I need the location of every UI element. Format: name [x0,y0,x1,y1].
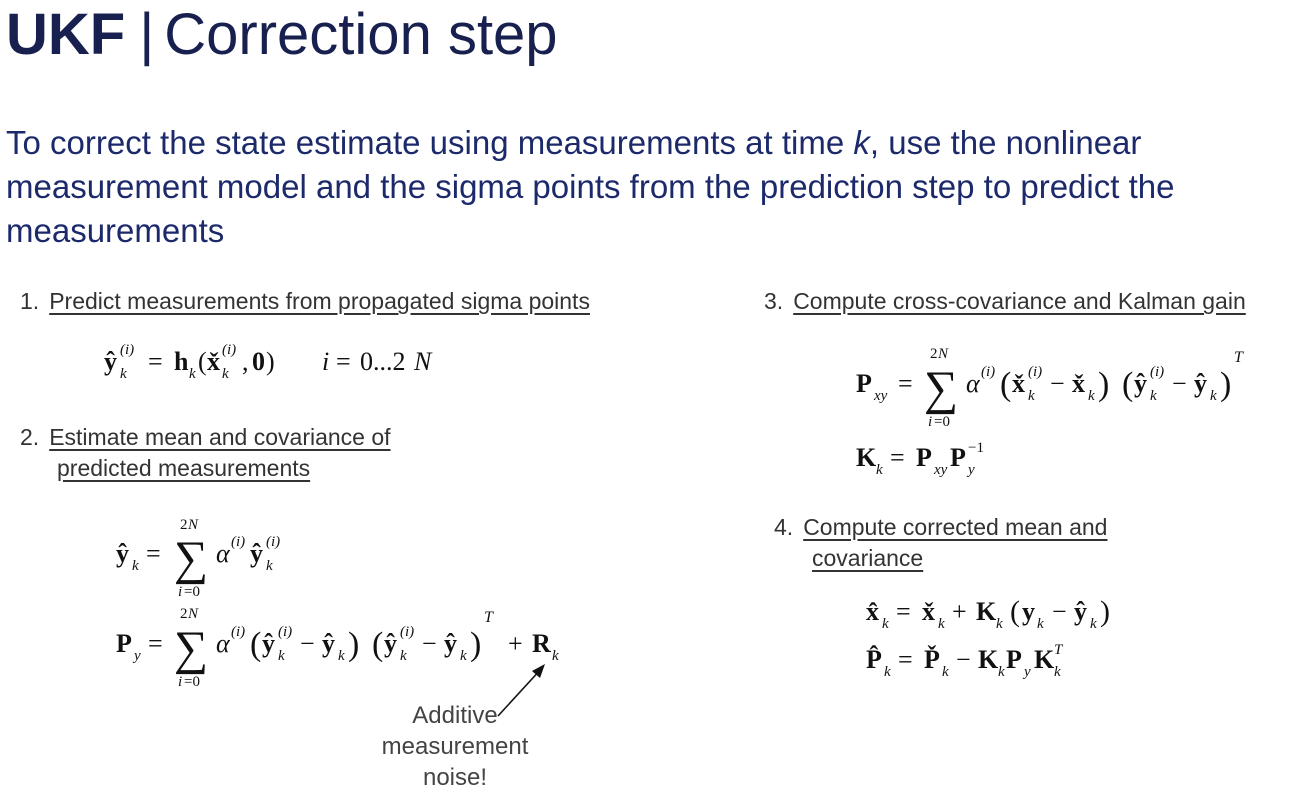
svg-text:ŷ: ŷ [322,629,335,658]
svg-text:,: , [242,347,249,376]
svg-text:(: ( [1000,366,1012,403]
svg-text:x̌: x̌ [1012,369,1025,398]
title-separator: | [139,2,155,67]
svg-text:P: P [916,443,932,472]
svg-text:k: k [1210,388,1217,404]
svg-text:(i): (i) [981,364,996,380]
svg-text:x̌: x̌ [922,597,935,626]
svg-text:α: α [966,369,980,398]
step-label-line1: Estimate mean and covariance of [49,424,391,450]
svg-text:k: k [942,664,949,680]
svg-text:(i): (i) [120,342,135,358]
svg-text:0...2: 0...2 [360,347,406,376]
svg-text:y: y [968,462,975,478]
svg-text:N: N [188,517,199,533]
title-acronym: UKF [6,2,126,67]
svg-text:(: ( [372,626,384,663]
equation-predicted-measurement [100,332,480,397]
annotation-line2: measurement [381,733,529,760]
svg-text:k: k [460,648,467,664]
svg-text:(i): (i) [278,624,293,640]
svg-text:ŷ: ŷ [116,539,129,568]
step-2-heading-line2 [57,453,310,484]
svg-text:): ) [1100,595,1110,628]
svg-text:−1: −1 [968,440,984,456]
svg-text:k: k [1090,616,1097,632]
svg-text:ŷ: ŷ [444,629,457,658]
svg-text:y: y [134,648,141,664]
svg-text:−: − [956,645,971,674]
svg-text:(i): (i) [222,342,237,358]
step-label-line1: Compute corrected mean and [803,514,1108,540]
svg-text:K: K [978,645,999,674]
svg-text:=: = [898,369,913,398]
svg-text:2: 2 [930,346,938,362]
svg-text:ŷ: ŷ [262,629,275,658]
svg-text:k: k [1028,388,1035,404]
svg-text:∑: ∑ [174,532,209,585]
svg-text:P: P [116,629,132,658]
svg-text:(: ( [1010,595,1020,628]
svg-text:T: T [484,609,493,626]
equation-3b-graphic [852,432,1052,482]
svg-text:P: P [856,369,872,398]
svg-text:ŷ: ŷ [250,539,263,568]
svg-text:P: P [950,443,966,472]
svg-text:k: k [120,366,127,382]
svg-text:k: k [996,616,1003,632]
svg-text:−: − [300,629,315,658]
svg-text:=: = [146,539,161,568]
equation-cross-covariance [852,340,1272,440]
svg-text:N: N [938,346,949,362]
step-1-heading [20,286,590,317]
svg-text:K: K [976,597,997,626]
svg-text:=: = [896,597,911,626]
equation-4a-graphic [862,586,1142,636]
svg-text:K: K [856,443,877,472]
svg-text:xy: xy [874,388,888,404]
equation-measurement-mean [112,508,332,608]
svg-text:): ) [266,347,275,376]
step-number: 2. [20,424,40,450]
svg-text:∑: ∑ [174,622,209,675]
svg-text:0: 0 [252,347,265,376]
svg-text:=0: =0 [184,674,200,690]
svg-text:=: = [336,347,351,376]
svg-text:k: k [222,366,229,382]
svg-text:=: = [898,645,913,674]
step-4-heading [774,512,1107,543]
svg-text:): ) [1098,366,1110,403]
svg-text:ŷ: ŷ [1194,369,1207,398]
svg-text:−: − [1050,369,1065,398]
svg-text:): ) [1220,366,1232,403]
svg-text:(i): (i) [1150,364,1165,380]
step-label-line2: predicted measurements [57,455,311,481]
svg-text:=: = [148,629,163,658]
svg-text:α: α [216,629,230,658]
equation-4b-graphic [862,634,1122,684]
svg-text:α: α [216,539,230,568]
step-label-line2: covariance [812,545,924,571]
svg-text:P̌: P̌ [924,645,940,674]
svg-text:(: ( [1122,366,1134,403]
svg-text:k: k [400,648,407,664]
svg-text:=0: =0 [934,414,950,430]
svg-text:k: k [1054,664,1061,680]
svg-text:y: y [1022,597,1035,626]
svg-text:ŷ: ŷ [384,629,397,658]
svg-text:2: 2 [180,517,188,533]
svg-text:ŷ: ŷ [1134,369,1147,398]
svg-text:i: i [178,584,183,600]
svg-text:R: R [532,629,551,658]
annotation-line3: noise! [422,764,488,791]
svg-text:ŷ: ŷ [104,347,117,376]
equation-corrected-covariance [862,634,1122,689]
svg-text:k: k [938,616,945,632]
svg-text:k: k [266,558,273,574]
step-number: 1. [20,288,40,314]
svg-text:−: − [1052,597,1067,626]
svg-text:2: 2 [180,606,188,622]
svg-text:=: = [890,443,905,472]
svg-text:y: y [1024,664,1031,680]
svg-text:k: k [998,664,1005,680]
step-4-heading-line2 [812,543,923,574]
title-text: Correction step [164,2,558,67]
svg-text:x̂: x̂ [866,597,879,626]
step-3-heading [764,286,1246,317]
svg-text:k: k [884,664,891,680]
intro-paragraph [6,121,1306,253]
equation-2a-graphic [112,508,332,603]
svg-text:P: P [1006,645,1022,674]
svg-text:T: T [1054,642,1063,658]
step-label: Compute cross-covariance and Kalman gain [793,288,1246,314]
svg-text:ŷ: ŷ [1074,597,1087,626]
annotation-line1: Additive [412,702,498,729]
svg-text:−: − [422,629,437,658]
svg-text:k: k [189,366,196,382]
svg-text:N: N [188,606,199,622]
equation-1-graphic [100,332,480,392]
svg-text:x̌: x̌ [207,347,220,376]
equation-kalman-gain [852,432,1052,487]
svg-text:i: i [178,674,183,690]
equation-corrected-mean [862,586,1142,641]
svg-text:+: + [952,597,967,626]
svg-text:(i): (i) [400,624,415,640]
svg-text:h: h [174,347,189,376]
intro-text-start: To correct the state estimate using measurements at time [6,124,854,161]
intro-time-variable: k [853,124,870,161]
svg-text:(i): (i) [231,624,246,640]
svg-text:k: k [132,558,139,574]
svg-text:+: + [508,629,523,658]
svg-text:i: i [322,347,330,376]
slide-title [6,0,558,70]
svg-text:k: k [338,648,345,664]
svg-text:(i): (i) [1028,364,1043,380]
step-number: 3. [764,288,784,314]
svg-text:K: K [1034,645,1055,674]
svg-text:=: = [148,347,163,376]
step-2-heading [20,422,391,453]
svg-text:(i): (i) [266,534,281,550]
svg-text:k: k [1150,388,1157,404]
svg-text:): ) [348,626,360,663]
svg-text:i: i [928,414,933,430]
svg-text:k: k [278,648,285,664]
svg-text:N: N [414,347,432,376]
svg-text:x̌: x̌ [1072,369,1085,398]
svg-text:=0: =0 [184,584,200,600]
svg-text:): ) [470,626,482,663]
svg-text:k: k [1037,616,1044,632]
equation-3a-graphic [852,340,1272,435]
svg-text:(: ( [198,347,207,376]
intro-text-end: , use the nonlinear measurement model and the sigma points from the prediction step to predict the measurements [6,124,1175,249]
noise-annotation [360,700,550,793]
svg-text:(i): (i) [231,534,246,550]
svg-text:P̂: P̂ [866,645,882,674]
step-label: Predict measurements from propagated sigma points [49,288,590,314]
svg-text:xy: xy [934,462,948,478]
svg-text:∑: ∑ [924,362,959,415]
svg-text:k: k [876,462,883,478]
step-number: 4. [774,514,794,540]
svg-text:k: k [882,616,889,632]
svg-text:k: k [1088,388,1095,404]
svg-text:−: − [1172,369,1187,398]
svg-text:T: T [1234,349,1243,366]
svg-text:k: k [552,648,559,664]
svg-text:(: ( [250,626,262,663]
